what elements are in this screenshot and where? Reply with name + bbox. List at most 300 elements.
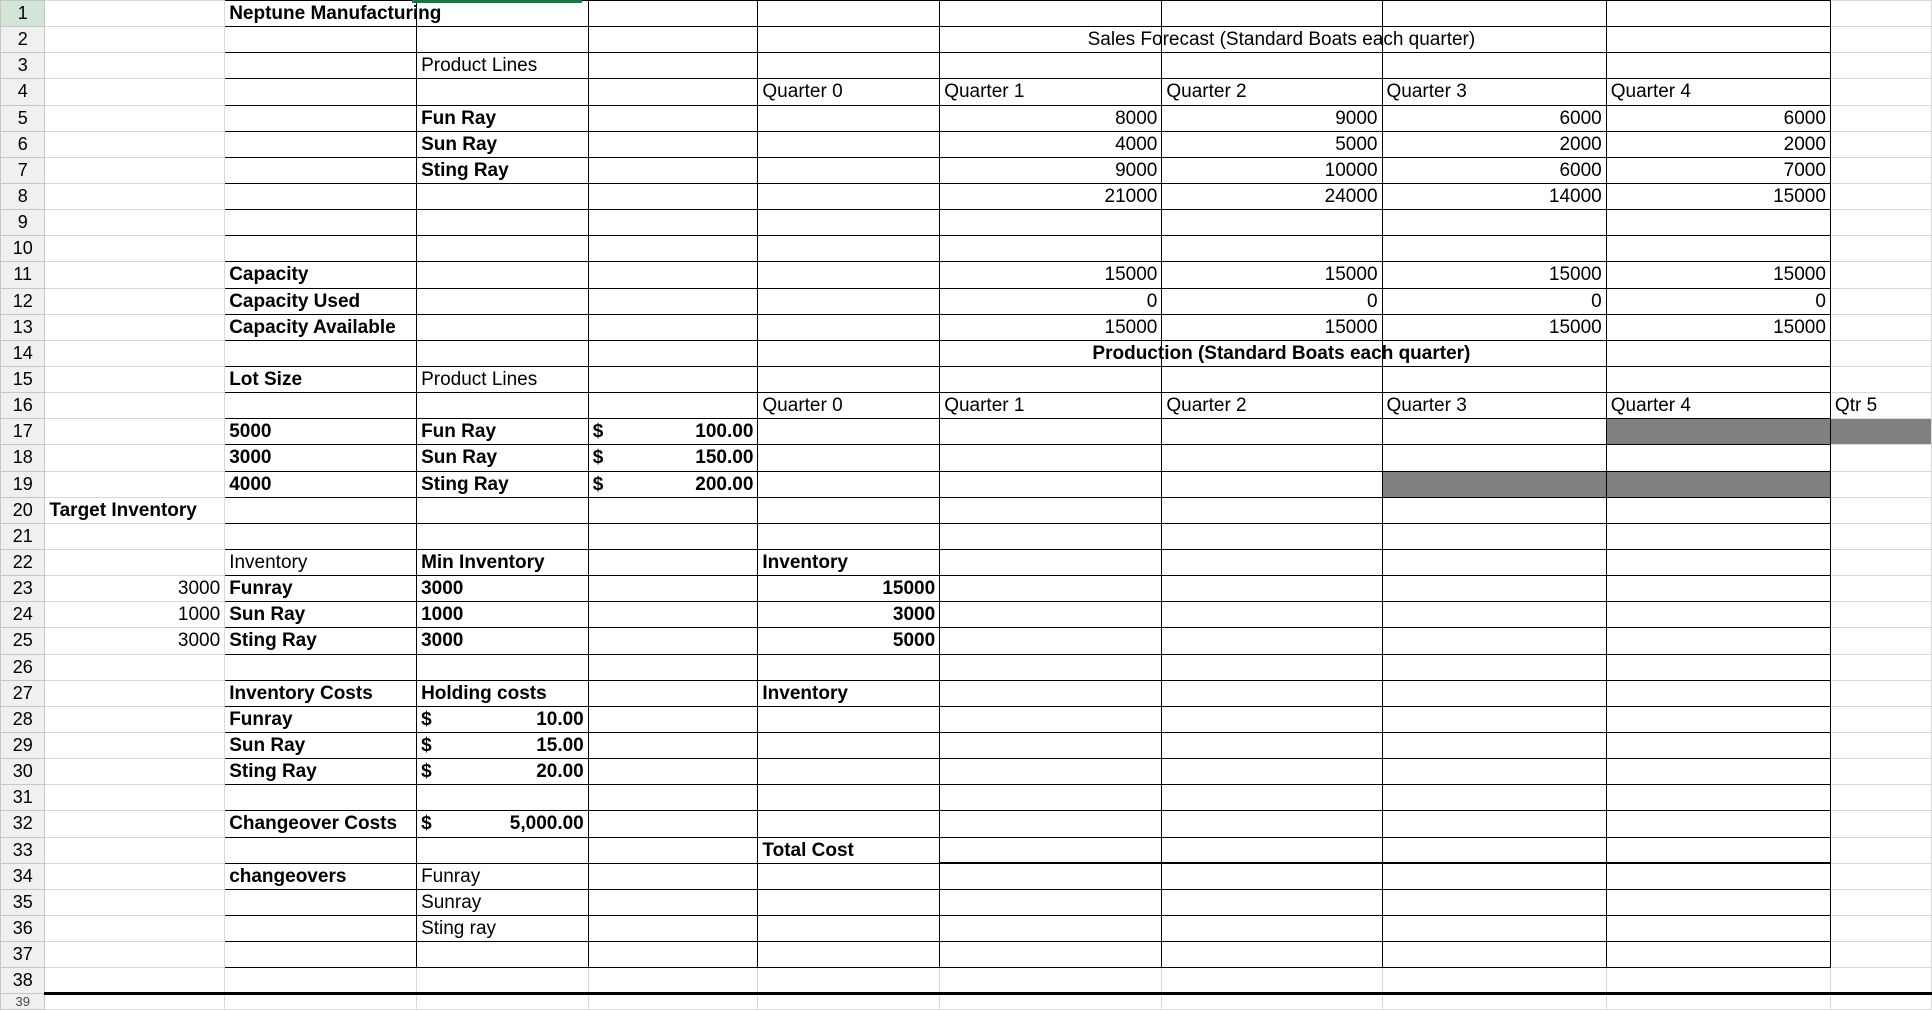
cell[interactable] bbox=[1382, 497, 1606, 523]
cell[interactable] bbox=[940, 236, 1162, 262]
cell[interactable] bbox=[1830, 183, 1931, 209]
forecast-value[interactable]: 21000 bbox=[940, 183, 1162, 209]
cell[interactable] bbox=[588, 366, 758, 392]
cell[interactable] bbox=[940, 759, 1162, 785]
capacity-value[interactable]: 0 bbox=[1606, 288, 1830, 314]
cell[interactable] bbox=[758, 210, 940, 236]
cell[interactable] bbox=[45, 523, 225, 549]
cell[interactable] bbox=[940, 811, 1162, 837]
cell[interactable] bbox=[1830, 79, 1931, 105]
cell[interactable] bbox=[758, 366, 940, 392]
product-lines-label[interactable]: Product Lines bbox=[417, 53, 589, 79]
lot-size-value[interactable]: 4000 bbox=[225, 471, 417, 497]
cell[interactable] bbox=[45, 549, 225, 575]
cell[interactable] bbox=[588, 602, 758, 628]
inventory-label[interactable]: Inventory bbox=[225, 549, 417, 575]
row-header[interactable]: 16 bbox=[1, 393, 45, 419]
cell[interactable] bbox=[1162, 1, 1382, 27]
cell[interactable] bbox=[1162, 602, 1382, 628]
cell[interactable] bbox=[225, 497, 417, 523]
cell[interactable] bbox=[417, 785, 589, 811]
cell[interactable] bbox=[1382, 837, 1606, 863]
cell[interactable] bbox=[758, 706, 940, 732]
changeovers-label[interactable]: changeovers bbox=[225, 863, 417, 889]
cell[interactable] bbox=[45, 105, 225, 131]
cell[interactable] bbox=[1162, 863, 1382, 889]
cell[interactable] bbox=[1382, 732, 1606, 758]
row-header[interactable]: 28 bbox=[1, 706, 45, 732]
cell[interactable] bbox=[1162, 837, 1382, 863]
cell[interactable] bbox=[1382, 811, 1606, 837]
cell[interactable] bbox=[1162, 785, 1382, 811]
holding-product[interactable]: Sting Ray bbox=[225, 759, 417, 785]
cell[interactable] bbox=[45, 314, 225, 340]
cell[interactable] bbox=[1830, 706, 1931, 732]
cell[interactable] bbox=[45, 393, 225, 419]
lot-size-value[interactable]: 3000 bbox=[225, 445, 417, 471]
row-header[interactable]: 8 bbox=[1, 183, 45, 209]
cell[interactable] bbox=[1606, 576, 1830, 602]
cell[interactable] bbox=[1830, 811, 1931, 837]
cell[interactable] bbox=[1830, 314, 1931, 340]
cell[interactable] bbox=[1606, 471, 1830, 497]
cell[interactable] bbox=[1830, 53, 1931, 79]
cell[interactable] bbox=[940, 863, 1162, 889]
cell[interactable] bbox=[1606, 863, 1830, 889]
cell[interactable] bbox=[940, 366, 1162, 392]
cell[interactable] bbox=[1606, 968, 1830, 994]
cell[interactable] bbox=[417, 942, 589, 968]
row-header[interactable]: 24 bbox=[1, 602, 45, 628]
cell[interactable] bbox=[1382, 706, 1606, 732]
cell[interactable] bbox=[1382, 994, 1606, 1010]
cell[interactable] bbox=[758, 183, 940, 209]
capacity-value[interactable]: 15000 bbox=[940, 314, 1162, 340]
cell[interactable] bbox=[758, 471, 940, 497]
cell[interactable] bbox=[1606, 628, 1830, 654]
cell[interactable] bbox=[588, 157, 758, 183]
cell[interactable] bbox=[45, 863, 225, 889]
cell[interactable] bbox=[1606, 497, 1830, 523]
cell[interactable] bbox=[758, 863, 940, 889]
cell[interactable] bbox=[417, 236, 589, 262]
cell[interactable] bbox=[45, 759, 225, 785]
cell[interactable] bbox=[758, 157, 940, 183]
row-header[interactable]: 31 bbox=[1, 785, 45, 811]
changeover-product[interactable]: Sting ray bbox=[417, 915, 589, 941]
cell[interactable] bbox=[1162, 210, 1382, 236]
forecast-value[interactable]: 6000 bbox=[1606, 105, 1830, 131]
cell[interactable] bbox=[940, 785, 1162, 811]
capacity-value[interactable]: 15000 bbox=[1606, 262, 1830, 288]
cell[interactable] bbox=[225, 183, 417, 209]
cell[interactable] bbox=[417, 393, 589, 419]
lot-size-value[interactable]: 5000 bbox=[225, 419, 417, 445]
cell[interactable] bbox=[758, 497, 940, 523]
forecast-value[interactable]: 9000 bbox=[1162, 105, 1382, 131]
cell[interactable] bbox=[1382, 523, 1606, 549]
capacity-value[interactable]: 0 bbox=[940, 288, 1162, 314]
cell[interactable] bbox=[1830, 262, 1931, 288]
cell[interactable] bbox=[588, 994, 758, 1010]
cell[interactable] bbox=[1830, 288, 1931, 314]
cell[interactable] bbox=[1382, 210, 1606, 236]
cell[interactable] bbox=[758, 811, 940, 837]
cell[interactable] bbox=[588, 837, 758, 863]
cell[interactable] bbox=[940, 994, 1162, 1010]
product-name[interactable]: Fun Ray bbox=[417, 419, 589, 445]
cell[interactable] bbox=[940, 915, 1162, 941]
cell[interactable] bbox=[588, 1, 758, 27]
holding-cost[interactable] bbox=[417, 759, 589, 785]
cell[interactable] bbox=[1382, 942, 1606, 968]
cell[interactable] bbox=[417, 968, 589, 994]
cell[interactable] bbox=[1830, 968, 1931, 994]
quarter-header[interactable]: Quarter 2 bbox=[1162, 79, 1382, 105]
cell[interactable] bbox=[417, 340, 589, 366]
cell[interactable] bbox=[1162, 549, 1382, 575]
cell[interactable] bbox=[588, 393, 758, 419]
cell[interactable] bbox=[1830, 602, 1931, 628]
cell[interactable] bbox=[940, 1, 1162, 27]
changeover-costs-label[interactable]: Changeover Costs bbox=[225, 811, 417, 837]
cell[interactable] bbox=[940, 968, 1162, 994]
inventory-product[interactable]: Funray bbox=[225, 576, 417, 602]
cell[interactable] bbox=[1606, 889, 1830, 915]
row-header[interactable]: 27 bbox=[1, 680, 45, 706]
row-header[interactable]: 2 bbox=[1, 27, 45, 53]
cell[interactable] bbox=[1162, 236, 1382, 262]
cell[interactable] bbox=[1830, 994, 1931, 1010]
row-header[interactable]: 11 bbox=[1, 262, 45, 288]
forecast-value[interactable]: 10000 bbox=[1162, 157, 1382, 183]
cell[interactable] bbox=[1606, 602, 1830, 628]
product-lines-label[interactable]: Product Lines bbox=[417, 366, 589, 392]
cell[interactable] bbox=[45, 994, 225, 1010]
cell[interactable] bbox=[1382, 759, 1606, 785]
cell[interactable] bbox=[1382, 889, 1606, 915]
cell[interactable] bbox=[45, 915, 225, 941]
cell[interactable] bbox=[45, 445, 225, 471]
cell[interactable] bbox=[1382, 654, 1606, 680]
row-header[interactable]: 3 bbox=[1, 53, 45, 79]
cell[interactable] bbox=[758, 445, 940, 471]
cell[interactable] bbox=[45, 157, 225, 183]
cell[interactable] bbox=[1830, 366, 1931, 392]
cell[interactable] bbox=[45, 785, 225, 811]
min-inventory-value[interactable]: 1000 bbox=[417, 602, 589, 628]
cell[interactable] bbox=[225, 994, 417, 1010]
row-header[interactable]: 23 bbox=[1, 576, 45, 602]
cell[interactable] bbox=[45, 419, 225, 445]
row-header[interactable]: 37 bbox=[1, 942, 45, 968]
lot-cost[interactable] bbox=[588, 419, 758, 445]
cell[interactable] bbox=[588, 210, 758, 236]
holding-cost[interactable] bbox=[417, 706, 589, 732]
cell[interactable] bbox=[940, 445, 1162, 471]
cell[interactable] bbox=[1606, 837, 1830, 863]
target-inventory-value[interactable]: 1000 bbox=[45, 602, 225, 628]
cell[interactable] bbox=[45, 942, 225, 968]
row-header[interactable]: 32 bbox=[1, 811, 45, 837]
cell[interactable] bbox=[1606, 994, 1830, 1010]
holding-cost[interactable] bbox=[417, 732, 589, 758]
cell[interactable] bbox=[1606, 732, 1830, 758]
cell[interactable] bbox=[758, 523, 940, 549]
cell[interactable] bbox=[225, 157, 417, 183]
cell[interactable] bbox=[940, 523, 1162, 549]
cell[interactable] bbox=[225, 915, 417, 941]
cell[interactable] bbox=[940, 680, 1162, 706]
target-inventory-value[interactable]: 3000 bbox=[45, 628, 225, 654]
cell[interactable] bbox=[588, 628, 758, 654]
cell[interactable] bbox=[588, 27, 758, 53]
cell[interactable] bbox=[1830, 915, 1931, 941]
row-header[interactable]: 4 bbox=[1, 79, 45, 105]
row-header[interactable]: 1 bbox=[1, 1, 45, 27]
cell[interactable] bbox=[417, 288, 589, 314]
inventory-costs-label[interactable]: Inventory Costs bbox=[225, 680, 417, 706]
capacity-value[interactable]: 15000 bbox=[1162, 262, 1382, 288]
cell[interactable] bbox=[1830, 419, 1931, 445]
forecast-value[interactable]: 9000 bbox=[940, 157, 1162, 183]
row-header[interactable]: 18 bbox=[1, 445, 45, 471]
lot-cost[interactable] bbox=[588, 471, 758, 497]
cell[interactable] bbox=[758, 288, 940, 314]
cell[interactable] bbox=[1162, 942, 1382, 968]
cell[interactable] bbox=[1830, 785, 1931, 811]
cell[interactable] bbox=[45, 968, 225, 994]
cell[interactable] bbox=[758, 131, 940, 157]
cell[interactable] bbox=[758, 889, 940, 915]
cell[interactable] bbox=[1830, 732, 1931, 758]
cell[interactable] bbox=[588, 549, 758, 575]
cell[interactable] bbox=[588, 105, 758, 131]
product-name[interactable]: Sting Ray bbox=[417, 157, 589, 183]
forecast-value[interactable]: 7000 bbox=[1606, 157, 1830, 183]
cell[interactable] bbox=[588, 79, 758, 105]
cell[interactable] bbox=[1830, 27, 1931, 53]
cell[interactable] bbox=[45, 79, 225, 105]
forecast-value[interactable]: 2000 bbox=[1382, 131, 1606, 157]
row-header[interactable]: 33 bbox=[1, 837, 45, 863]
cell[interactable] bbox=[1382, 1, 1606, 27]
cell[interactable] bbox=[588, 314, 758, 340]
row-header[interactable]: 20 bbox=[1, 497, 45, 523]
row-header[interactable]: 13 bbox=[1, 314, 45, 340]
capacity-value[interactable]: 0 bbox=[1162, 288, 1382, 314]
cell[interactable] bbox=[1830, 497, 1931, 523]
cell[interactable] bbox=[940, 628, 1162, 654]
cell[interactable] bbox=[1606, 419, 1830, 445]
forecast-value[interactable]: 14000 bbox=[1382, 183, 1606, 209]
cell[interactable] bbox=[1162, 53, 1382, 79]
cell[interactable] bbox=[1162, 628, 1382, 654]
cell[interactable] bbox=[1830, 628, 1931, 654]
production-title[interactable] bbox=[758, 340, 1471, 366]
cell[interactable] bbox=[588, 732, 758, 758]
row-header[interactable]: 36 bbox=[1, 915, 45, 941]
cell[interactable] bbox=[417, 314, 589, 340]
cell[interactable] bbox=[1830, 445, 1931, 471]
cell[interactable] bbox=[940, 53, 1162, 79]
quarter-header[interactable]: Quarter 3 bbox=[1382, 393, 1606, 419]
cell[interactable] bbox=[588, 288, 758, 314]
capacity-value[interactable]: 15000 bbox=[940, 262, 1162, 288]
cell[interactable] bbox=[1606, 811, 1830, 837]
cell[interactable] bbox=[758, 419, 940, 445]
cell[interactable] bbox=[1830, 340, 1931, 366]
cell[interactable] bbox=[1830, 471, 1931, 497]
cell[interactable] bbox=[588, 968, 758, 994]
cell[interactable] bbox=[1606, 445, 1830, 471]
cell[interactable] bbox=[1382, 863, 1606, 889]
row-header[interactable]: 19 bbox=[1, 471, 45, 497]
min-inventory-value[interactable]: 3000 bbox=[417, 576, 589, 602]
cell[interactable] bbox=[225, 785, 417, 811]
cell[interactable] bbox=[588, 262, 758, 288]
cell[interactable] bbox=[417, 210, 589, 236]
row-header[interactable]: 17 bbox=[1, 419, 45, 445]
cell[interactable] bbox=[45, 1, 225, 27]
holding-product[interactable]: Funray bbox=[225, 706, 417, 732]
row-header[interactable]: 21 bbox=[1, 523, 45, 549]
cell[interactable] bbox=[1606, 915, 1830, 941]
cell[interactable] bbox=[1830, 942, 1931, 968]
cell[interactable] bbox=[45, 654, 225, 680]
cell[interactable] bbox=[1606, 366, 1830, 392]
cell[interactable] bbox=[1382, 680, 1606, 706]
cell[interactable] bbox=[225, 210, 417, 236]
cell[interactable] bbox=[940, 837, 1162, 863]
quarter-header[interactable]: Quarter 1 bbox=[940, 79, 1162, 105]
cell[interactable] bbox=[417, 183, 589, 209]
cell[interactable] bbox=[1382, 236, 1606, 262]
cell[interactable] bbox=[45, 210, 225, 236]
cell[interactable] bbox=[1830, 1, 1931, 27]
row-header[interactable]: 15 bbox=[1, 366, 45, 392]
cell[interactable] bbox=[417, 654, 589, 680]
cell[interactable] bbox=[1606, 236, 1830, 262]
cell[interactable] bbox=[588, 236, 758, 262]
cell[interactable] bbox=[1162, 497, 1382, 523]
sales-forecast-title[interactable] bbox=[758, 27, 1476, 53]
quarter-header[interactable]: Qtr 5 bbox=[1830, 393, 1931, 419]
cell[interactable] bbox=[940, 419, 1162, 445]
cell[interactable] bbox=[588, 654, 758, 680]
cell[interactable] bbox=[225, 79, 417, 105]
cell[interactable] bbox=[1606, 654, 1830, 680]
cell[interactable] bbox=[588, 53, 758, 79]
cell[interactable] bbox=[1162, 968, 1382, 994]
cell[interactable] bbox=[45, 471, 225, 497]
cell[interactable] bbox=[940, 732, 1162, 758]
changeover-product[interactable]: Funray bbox=[417, 863, 589, 889]
starting-inventory-value[interactable]: 5000 bbox=[758, 628, 940, 654]
cell[interactable] bbox=[45, 131, 225, 157]
cell[interactable] bbox=[1162, 759, 1382, 785]
cell[interactable] bbox=[1162, 811, 1382, 837]
cell[interactable] bbox=[758, 994, 940, 1010]
cell[interactable] bbox=[1830, 654, 1931, 680]
cell[interactable] bbox=[758, 262, 940, 288]
cell[interactable] bbox=[1382, 53, 1606, 79]
cell[interactable] bbox=[1382, 628, 1606, 654]
inventory-header[interactable]: Inventory bbox=[758, 549, 940, 575]
cell[interactable] bbox=[1830, 105, 1931, 131]
min-inventory-value[interactable]: 3000 bbox=[417, 628, 589, 654]
row-header[interactable]: 35 bbox=[1, 889, 45, 915]
row-header[interactable]: 25 bbox=[1, 628, 45, 654]
cell[interactable] bbox=[1162, 654, 1382, 680]
cell[interactable] bbox=[588, 523, 758, 549]
starting-inventory-value[interactable]: 15000 bbox=[758, 576, 940, 602]
cell[interactable] bbox=[45, 732, 225, 758]
cell[interactable] bbox=[1606, 759, 1830, 785]
lot-cost[interactable] bbox=[588, 445, 758, 471]
cell[interactable] bbox=[758, 53, 940, 79]
cell[interactable] bbox=[1382, 549, 1606, 575]
cell[interactable] bbox=[1606, 1, 1830, 27]
capacity-value[interactable]: 0 bbox=[1382, 288, 1606, 314]
cell[interactable] bbox=[940, 706, 1162, 732]
product-name[interactable]: Fun Ray bbox=[417, 105, 589, 131]
cell[interactable] bbox=[758, 654, 940, 680]
cell[interactable] bbox=[1382, 602, 1606, 628]
forecast-value[interactable]: 15000 bbox=[1606, 183, 1830, 209]
cell[interactable] bbox=[225, 236, 417, 262]
cell[interactable] bbox=[417, 27, 589, 53]
row-header[interactable]: 22 bbox=[1, 549, 45, 575]
cell[interactable] bbox=[588, 576, 758, 602]
cell[interactable] bbox=[588, 863, 758, 889]
cell[interactable] bbox=[940, 889, 1162, 915]
holding-product[interactable]: Sun Ray bbox=[225, 732, 417, 758]
cell[interactable] bbox=[1830, 523, 1931, 549]
cell[interactable] bbox=[940, 602, 1162, 628]
cell[interactable] bbox=[45, 183, 225, 209]
capacity-value[interactable]: 15000 bbox=[1162, 314, 1382, 340]
forecast-value[interactable]: 5000 bbox=[1162, 131, 1382, 157]
cell[interactable] bbox=[1162, 915, 1382, 941]
cell[interactable] bbox=[588, 680, 758, 706]
inventory-product[interactable]: Sting Ray bbox=[225, 628, 417, 654]
cell[interactable] bbox=[45, 811, 225, 837]
inventory-header[interactable]: Inventory bbox=[758, 680, 940, 706]
cell[interactable] bbox=[45, 236, 225, 262]
forecast-value[interactable]: 4000 bbox=[940, 131, 1162, 157]
cell[interactable] bbox=[417, 79, 589, 105]
cell[interactable] bbox=[588, 811, 758, 837]
cell[interactable] bbox=[225, 105, 417, 131]
cell[interactable] bbox=[1162, 523, 1382, 549]
cell[interactable] bbox=[225, 131, 417, 157]
capacity-label[interactable]: Capacity bbox=[225, 262, 417, 288]
cell[interactable] bbox=[588, 785, 758, 811]
quarter-header[interactable]: Quarter 3 bbox=[1382, 79, 1606, 105]
company-title[interactable] bbox=[225, 1, 442, 27]
cell[interactable] bbox=[1162, 576, 1382, 602]
cell[interactable] bbox=[45, 340, 225, 366]
cell[interactable] bbox=[225, 27, 417, 53]
cell[interactable] bbox=[1162, 732, 1382, 758]
row-header[interactable]: 34 bbox=[1, 863, 45, 889]
cell[interactable] bbox=[1830, 837, 1931, 863]
forecast-value[interactable]: 24000 bbox=[1162, 183, 1382, 209]
cell[interactable] bbox=[588, 759, 758, 785]
cell[interactable] bbox=[758, 968, 940, 994]
cell[interactable] bbox=[1162, 889, 1382, 915]
